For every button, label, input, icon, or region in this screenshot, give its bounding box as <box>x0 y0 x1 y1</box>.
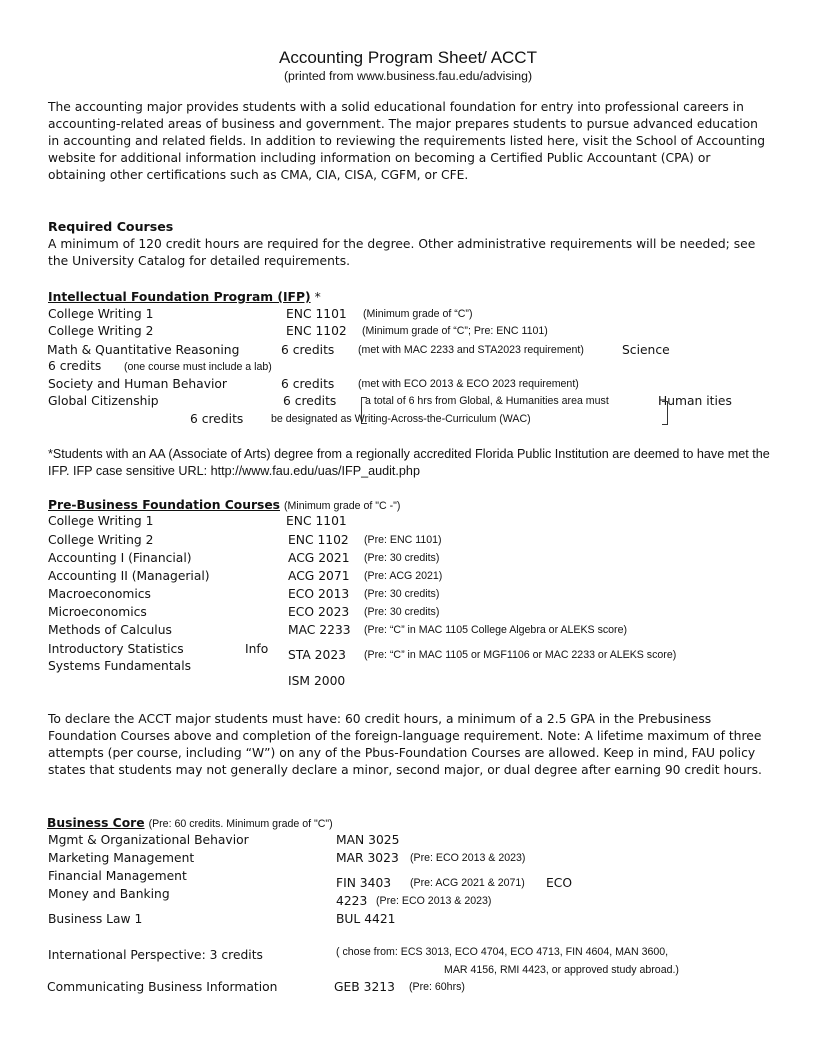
core-row-note: MAR 4156, RMI 4423, or approved study abroad.) <box>444 964 679 976</box>
core-row-name: Business Law 1 <box>48 912 143 926</box>
core-row-code: MAN 3025 <box>336 833 400 847</box>
core-row-note: (Pre: ECO 2013 & 2023) <box>376 895 492 907</box>
core-row-name: International Perspective: 3 credits <box>48 948 263 962</box>
ifp-row-note: a total of 6 hrs from Global, & Humanities area must <box>365 395 609 407</box>
prebusiness-row-extra: Info <box>245 642 269 656</box>
required-courses-text: A minimum of 120 credit hours are required for the degree. Other administrative requirements will be needed; see the University Catalog for detailed requirements. <box>48 237 756 269</box>
prebusiness-row-name: Macroeconomics <box>48 587 151 601</box>
core-row-note: (Pre: ECO 2013 & 2023) <box>410 852 526 864</box>
required-courses-heading: Required Courses <box>48 219 174 234</box>
ifp-row-code: 6 credits <box>281 377 335 391</box>
prebusiness-row-note: (Pre: 30 credits) <box>364 606 440 618</box>
core-row-code: MAR 3023 <box>336 851 399 865</box>
ifp-row-name: 6 credits <box>48 359 102 373</box>
core-row-name: Marketing Management <box>48 851 195 865</box>
ifp-row-name: Math & Quantitative Reasoning <box>47 343 240 357</box>
core-row-code: GEB 3213 <box>334 980 395 994</box>
core-heading-text: Business Core <box>47 816 145 830</box>
prebusiness-row-code: STA 2023 <box>288 648 346 662</box>
core-row-name: Financial Management <box>48 869 187 883</box>
prebusiness-row-note: (Pre: “C” in MAC 1105 College Algebra or ALEKS score) <box>364 624 627 636</box>
ifp-row-note: (one course must include a lab) <box>124 361 272 373</box>
ifp-row-code: ENC 1102 <box>286 324 347 338</box>
core-row-code: BUL 4421 <box>336 912 396 926</box>
ifp-row-code: 6 credits <box>281 343 335 357</box>
page-subtitle: (printed from www.business.fau.edu/advising) <box>283 69 533 83</box>
core-row-note: ( chose from: ECS 3013, ECO 4704, ECO 4713, FIN 4604, MAN 3600, <box>336 946 669 958</box>
prebusiness-row-code: MAC 2233 <box>288 623 351 637</box>
core-row-note: (Pre: 60hrs) <box>409 981 465 993</box>
ifp-row-name: Society and Human Behavior <box>48 377 227 391</box>
prebusiness-row-note: (Pre: “C” in MAC 1105 or MGF1106 or MAC 2233 or ALEKS score) <box>364 649 677 661</box>
bracket-right <box>662 401 668 425</box>
prebusiness-row-code: ENC 1101 <box>286 514 347 528</box>
ifp-row-name: College Writing 2 <box>48 324 154 338</box>
prebusiness-row-name: Methods of Calculus <box>48 623 172 637</box>
prebusiness-row-code: ACG 2021 <box>288 551 350 565</box>
page-title: Accounting Program Sheet/ ACCT <box>279 48 537 67</box>
prebusiness-row-note: (Pre: ENC 1101) <box>364 534 442 546</box>
prebusiness-row-name: Accounting I (Financial) <box>48 551 192 565</box>
prebusiness-row-code: ACG 2071 <box>288 569 350 583</box>
prebusiness-heading-note: (Minimum grade of "C -") <box>284 500 401 512</box>
core-row-after: ECO <box>546 876 573 890</box>
prebusiness-row-name: Introductory Statistics <box>48 642 184 656</box>
ifp-row-note: (met with MAC 2233 and STA2023 requirement) <box>358 344 584 356</box>
ifp-row-code: 6 credits <box>190 412 244 426</box>
ifp-footnote: *Students with an AA (Associate of Arts) degree from a regionally accredited Florida Public Institution are deemed to have met the IFP. IFP case sensitive URL: http://www.fau.edu/uas/IFP_audit.php <box>48 447 770 478</box>
prebusiness-row-name: Systems Fundamentals <box>48 659 192 673</box>
ifp-heading <box>48 288 321 306</box>
prebusiness-row-note: (Pre: 30 credits) <box>364 588 440 600</box>
core-row-name: Money and Banking <box>48 887 170 901</box>
ifp-row-note: (Minimum grade of “C”) <box>363 308 473 320</box>
prebusiness-row-name: Accounting II (Managerial) <box>48 569 210 583</box>
ifp-heading-star: * <box>314 290 321 304</box>
core-row-name: Communicating Business Information <box>47 980 278 994</box>
ifp-row-after: Science <box>622 343 670 357</box>
core-row-name: Mgmt & Organizational Behavior <box>48 833 249 847</box>
core-row-note: (Pre: ACG 2021 & 2071) <box>410 877 525 889</box>
prebusiness-row-code: ECO 2023 <box>288 605 350 619</box>
prebusiness-row-note: (Pre: 30 credits) <box>364 552 440 564</box>
ifp-row-name: Global Citizenship <box>48 394 159 408</box>
prebusiness-row-name: Microeconomics <box>48 605 147 619</box>
ifp-row-note: (met with ECO 2013 & ECO 2023 requirement) <box>358 378 579 390</box>
prebusiness-row-note: (Pre: ACG 2021) <box>364 570 443 582</box>
prebusiness-row-name: College Writing 1 <box>48 514 154 528</box>
ifp-row-note: (Minimum grade of “C”; Pre: ENC 1101) <box>362 325 548 337</box>
intro-paragraph: The accounting major provides students with a solid educational foundation for entry into professional careers in accounting-related areas of business and government. The major prepares students to pursue advanced education in accounting and related fields. In addition to reviewing the requirements listed here, visit the School of Accounting website for additional information including information on becoming a Certified Public Accountant (CPA) or obtaining other certifications such as CMA, CIA, CISA, CGFM, or CFE. <box>48 100 766 183</box>
declare-paragraph: To declare the ACCT major students must have: 60 credit hours, a minimum of a 2.5 GPA in the Prebusiness Foundation Courses above and completion of the foreign-language requirement. Note: A lifetime maximum of three attempts (per course, including “W”) on any of the Pbus-Foundation Courses are allowed. Keep in mind, FAU policy states that students may not generally declare a minor, second major, or dual degree after earning 90 credit hours. <box>48 712 762 778</box>
ifp-row-name: College Writing 1 <box>48 307 154 321</box>
prebusiness-row-name: College Writing 2 <box>48 533 154 547</box>
ifp-row-after: Human ities <box>658 394 732 408</box>
prebusiness-heading-text: Pre-Business Foundation Courses <box>48 498 281 512</box>
prebusiness-row-code: ISM 2000 <box>288 674 346 688</box>
ifp-row-note: be designated as Writing-Across-the-Curriculum (WAC) <box>271 413 531 425</box>
prebusiness-row-code: ECO 2013 <box>288 587 350 601</box>
core-heading-note: (Pre: 60 credits. Minimum grade of "C") <box>148 818 333 830</box>
ifp-row-code: ENC 1101 <box>286 307 347 321</box>
prebusiness-heading <box>48 496 400 514</box>
core-heading <box>47 814 333 832</box>
core-row-code: FIN 3403 <box>336 876 392 890</box>
ifp-heading-text: Intellectual Foundation Program (IFP) <box>48 290 311 304</box>
core-row-code: 4223 <box>336 894 368 908</box>
prebusiness-row-code: ENC 1102 <box>288 533 349 547</box>
ifp-row-code: 6 credits <box>283 394 337 408</box>
